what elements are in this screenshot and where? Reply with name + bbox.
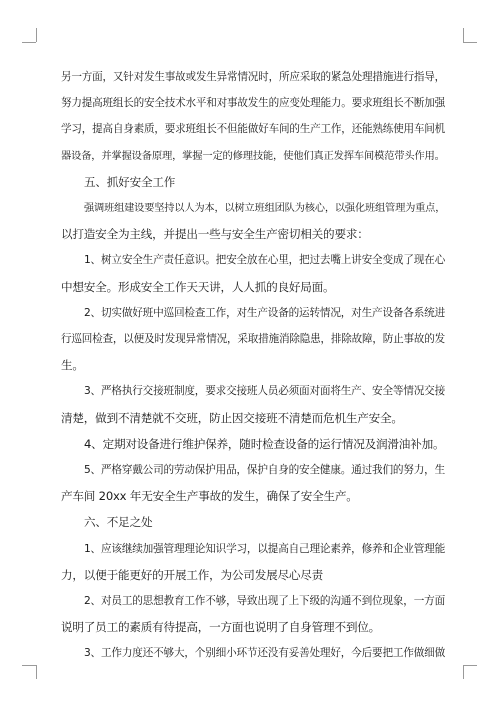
text-line: 强调班组建设要坚持以人为本，以树立班组团队为核心，以强化班组管理为重点， bbox=[84, 202, 446, 215]
text-line: 1、应该继续加强管理理论知识学习，以提高自己理论素养，修养和企业管理能 bbox=[84, 541, 446, 555]
text-line: 另一方面，又针对发生事故或发生异常情况时，所应采取的紧急处理措施进行指导， bbox=[61, 71, 445, 83]
crop-mark-bottom-left-v bbox=[36, 665, 37, 679]
text-line: 4、定期对设备进行维护保养，随时检查设备的运行情况及润滑油补加。 bbox=[84, 436, 445, 451]
text-line: 学习，提高自身素质，要求班组长不但能做好车间的生产工作，还能熟练使用车间机 bbox=[61, 123, 445, 136]
text-line: 3、工作力度还不够大，个别细小环节还没有妥善处理好，今后要把工作做细做 bbox=[84, 646, 446, 660]
crop-mark-bottom-right-h bbox=[463, 665, 477, 666]
text-line: 五、抓好安全工作 bbox=[84, 174, 176, 189]
crop-mark-top-left-h bbox=[22, 42, 36, 43]
text-line: 行巡回检查，以便及时发现异常情况，采取措施消除隐患，排除故障，防止事故的发 bbox=[61, 333, 445, 346]
text-line: 2、对员工的思想教育工作不够，导致出现了上下级的沟通不到位现象，一方面 bbox=[84, 594, 446, 608]
text-line: 中想安全。形成安全工作天天讲，人人抓的良好局面。 bbox=[61, 279, 335, 294]
text-line: 3、严格执行交接班制度，要求交接班人员必须面对面将生产、安全等情况交接 bbox=[84, 384, 446, 398]
text-line: 六、不足之处 bbox=[84, 515, 153, 530]
text-line: 以打造安全为主线，并提出一些与安全生产密切相关的要求： bbox=[61, 227, 369, 242]
text-line: 器设备，并掌握设备原理，掌握一定的修理技能，使他们真正发挥车间模范带头作用。 bbox=[61, 149, 445, 162]
crop-mark-bottom-left-h bbox=[22, 665, 36, 666]
crop-mark-top-right-h bbox=[463, 42, 477, 43]
text-line: 力，以便于能更好的开展工作，为公司发展尽心尽责 bbox=[61, 567, 324, 582]
text-line: 5、严格穿戴公司的劳动保护用品，保护自身的安全健康。通过我们的努力，生 bbox=[84, 463, 446, 477]
text-line: 2、切实做好班中巡回检查工作，对生产设备的运转情况，对生产设备各系统进 bbox=[84, 305, 446, 319]
crop-mark-top-left-v bbox=[36, 28, 37, 42]
text-line: 清楚，做到不清楚就不交班，防止因交接班不清楚而危机生产安全。 bbox=[61, 410, 403, 425]
text-line: 说明了员工的素质有待提高，一方面也说明了自身管理不到位。 bbox=[61, 620, 381, 635]
text-line: 努力提高班组长的安全技术水平和对事故发生的应变处理能力。要求班组长不断加强 bbox=[61, 97, 445, 110]
document-body bbox=[61, 64, 446, 667]
crop-mark-bottom-right-v bbox=[463, 665, 464, 679]
text-line: 生。 bbox=[61, 358, 84, 373]
crop-mark-top-right-v bbox=[463, 28, 464, 42]
text-line: 产车间 20xx 年无安全生产事故的发生，确保了安全生产。 bbox=[61, 489, 358, 504]
text-line: 1、树立安全生产责任意识。把安全放在心里，把过去嘴上讲安全变成了现在心 bbox=[84, 253, 446, 267]
